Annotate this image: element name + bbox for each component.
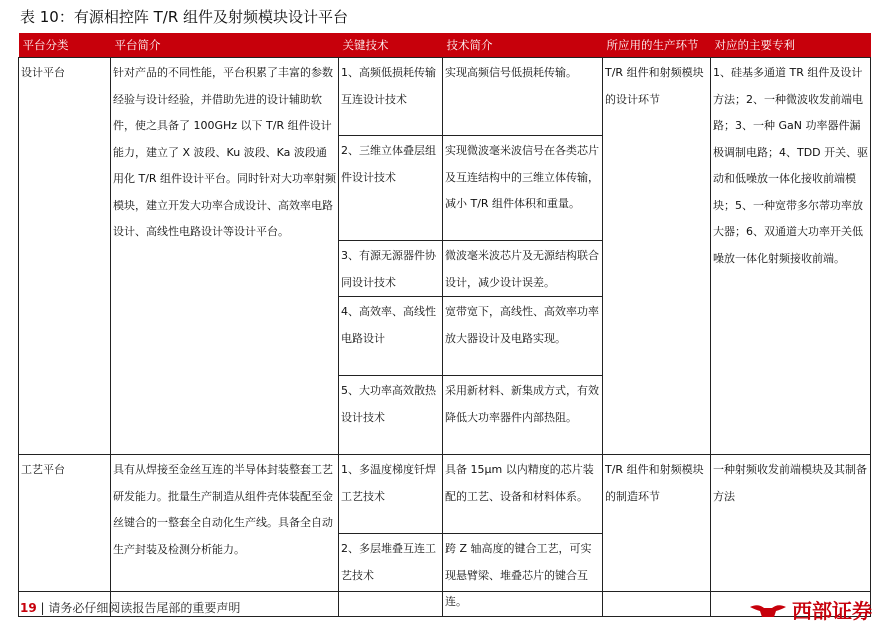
patents-cell: 1、硅基多通道 TR 组件及设计方法；2、一种微波收发前端电路；3、一种 GaN 功率器件漏极调制电路；4、TDD 开关、驱动和低噪放一体化接收前端模块；5、一种宽带多尔蒂功率放大器；6、双通道大功率开关低噪放一体化射频接收前端。	[711, 58, 871, 455]
tech-desc-cell: 宽带宽下，高线性、高效率功率放大器设计及电路实现。	[443, 297, 603, 376]
category-cell: 工艺平台	[19, 455, 111, 617]
tech-desc-cell: 具备 15μm 以内精度的芯片装配的工艺、设备和材料体系。	[443, 455, 603, 534]
table-title: 表 10：有源相控阵 T/R 组件及射频模块设计平台	[20, 8, 349, 26]
col-header-tech-desc: 技术简介	[443, 33, 603, 58]
table-bottom-rule	[18, 591, 870, 592]
key-tech-cell: 1、多温度梯度钎焊工艺技术	[339, 455, 443, 534]
tech-desc-cell: 跨 Z 轴高度的键合工艺，可实现悬臂梁、堆叠芯片的键合互连。	[443, 534, 603, 617]
key-tech-cell: 2、三维立体叠层组件设计技术	[339, 136, 443, 241]
table-header-row	[19, 33, 871, 58]
tech-desc-cell: 实现微波毫米波信号在各类芯片及互连结构中的三维立体传输，减小 T/R 组件体积和重量。	[443, 136, 603, 241]
category-cell: 设计平台	[19, 58, 111, 455]
table-row	[19, 58, 871, 136]
stage-cell: T/R 组件和射频模块的设计环节	[603, 58, 711, 455]
key-tech-cell: 1、高频低损耗传输互连设计技术	[339, 58, 443, 136]
stage-cell: T/R 组件和射频模块的制造环节	[603, 455, 711, 617]
key-tech-cell: 2、多层堆叠互连工艺技术	[339, 534, 443, 617]
brand-name: 西部证券	[792, 599, 872, 623]
tech-desc-cell: 实现高频信号低损耗传输。	[443, 58, 603, 136]
key-tech-cell: 4、高效率、高线性电路设计	[339, 297, 443, 376]
tech-desc-cell: 微波毫米波芯片及无源结构联合设计，减少设计误差。	[443, 241, 603, 297]
brand-logo	[748, 595, 872, 624]
col-header-category: 平台分类	[19, 33, 111, 58]
key-tech-cell: 3、有源无源器件协同设计技术	[339, 241, 443, 297]
page-number: 19	[20, 601, 37, 615]
footer-divider: |	[40, 601, 49, 615]
patents-cell: 一种射频收发前端模块及其制备方法	[711, 455, 871, 617]
col-header-stage: 所应用的生产环节	[603, 33, 711, 58]
ox-icon	[748, 601, 788, 619]
platform-table	[18, 33, 870, 617]
col-header-patents: 对应的主要专利	[711, 33, 871, 58]
col-header-key-tech: 关键技术	[339, 33, 443, 58]
key-tech-cell: 5、大功率高效散热设计技术	[339, 376, 443, 455]
table-row	[19, 455, 871, 534]
footer-notice: 请务必仔细阅读报告尾部的重要声明	[48, 601, 241, 615]
intro-cell: 针对产品的不同性能，平台积累了丰富的参数经验与设计经验，并借助先进的设计辅助软件，使之具备了 100GHz 以下 T/R 组件设计能力，建立了 X 波段、Ku 波段、Ka 波段通用化 T/R 组件设计平台。同时针对大功率射频模块，建立开发大功率合成设计、高效率电路设计、高线性电路设计等设计平台。	[111, 58, 339, 455]
page-footer	[20, 599, 240, 616]
intro-cell: 具有从焊接至金丝互连的半导体封装整套工艺研发能力。批量生产制造从组件壳体装配至金丝键合的一整套全自动化生产线。具备全自动生产封装及检测分析能力。	[111, 455, 339, 617]
col-header-intro: 平台简介	[111, 33, 339, 58]
tech-desc-cell: 采用新材料、新集成方式，有效降低大功率器件内部热阻。	[443, 376, 603, 455]
